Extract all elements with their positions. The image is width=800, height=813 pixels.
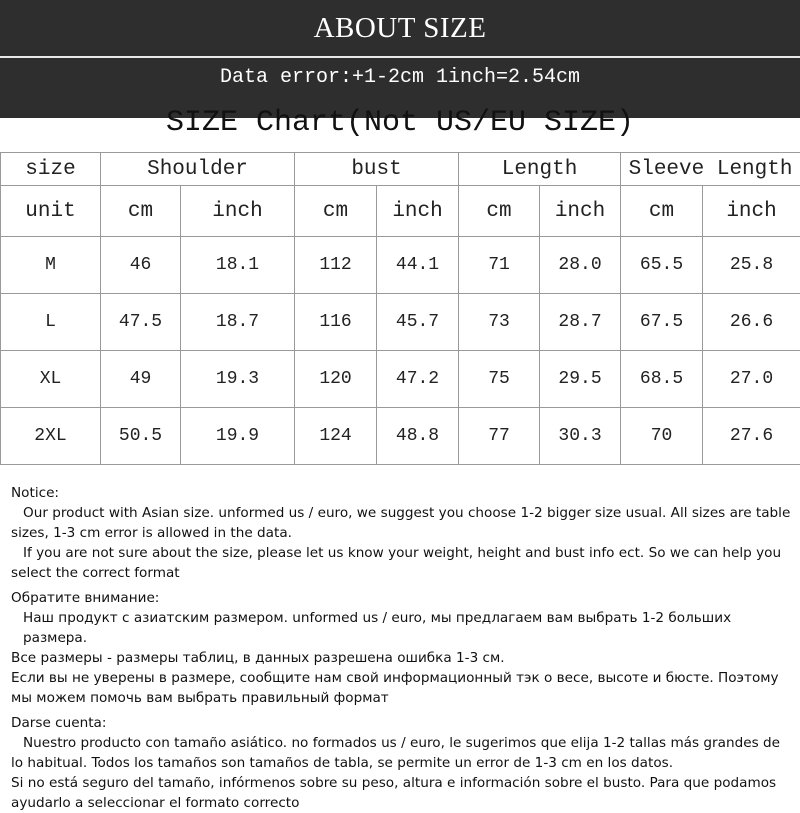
table-cell: 26.6 [703,294,800,351]
table-cell: 70 [621,408,703,465]
table-cell: 73 [459,294,540,351]
header-cell: Shoulder [101,153,295,186]
table-cell: 46 [101,237,181,294]
header-subtitle: Data error:+1-2cm 1inch=2.54cm [0,66,800,89]
notes-section [11,483,796,813]
table-cell: 68.5 [621,351,703,408]
notice-heading: Notice: [11,483,796,503]
table-cell: 50.5 [101,408,181,465]
notice-line: sizes, 1-3 cm error is allowed in the data. [11,523,796,543]
notice-line: select the correct format [11,563,796,583]
notice-heading: Обратите внимание: [11,588,796,608]
notice-heading: Darse cuenta: [11,713,796,733]
table-cell: 47.2 [377,351,459,408]
unit-cell: inch [703,186,800,237]
table-cell: 28.0 [540,237,621,294]
table-header-row [1,153,800,186]
table-cell: 19.9 [181,408,295,465]
unit-cell: cm [295,186,377,237]
table-cell: 71 [459,237,540,294]
header-cell: Sleeve Length [621,153,800,186]
size-cell: M [1,237,101,294]
table-cell: 29.5 [540,351,621,408]
table-cell: 27.6 [703,408,800,465]
notice-line: ayudarlo a seleccionar el formato correcto [11,793,796,813]
unit-cell: inch [540,186,621,237]
chart-title: SIZE Chart(Not US/EU SIZE) [0,106,800,140]
table-cell: 65.5 [621,237,703,294]
table-cell: 49 [101,351,181,408]
table-row [1,408,800,465]
size-cell: 2XL [1,408,101,465]
table-row [1,294,800,351]
unit-cell: inch [181,186,295,237]
notice-line: Наш продукт с азиатским размером. unformed us / euro, мы предлагаем вам выбрать 1-2 больших размера. [11,608,796,648]
size-cell: L [1,294,101,351]
notice-line: Si no está seguro del tamaño, infórmenos sobre su peso, altura e información sobre el busto. Para que podamos [11,773,796,793]
notice-line: Все размеры - размеры таблиц, в данных разрешена ошибка 1-3 см. [11,648,796,668]
table-cell: 120 [295,351,377,408]
table-cell: 25.8 [703,237,800,294]
table-cell: 47.5 [101,294,181,351]
notice-line: Nuestro producto con tamaño asiático. no formados us / euro, le sugerimos que elija 1-2 tallas más grandes de [11,733,796,753]
table-cell: 67.5 [621,294,703,351]
unit-cell: cm [621,186,703,237]
table-cell: 18.7 [181,294,295,351]
table-cell: 75 [459,351,540,408]
table-cell: 48.8 [377,408,459,465]
notice-line: lo habitual. Todos los tamaños son tamaños de tabla, se permite un error de 1-3 cm en los datos. [11,753,796,773]
table-cell: 30.3 [540,408,621,465]
header-cell: Length [459,153,621,186]
header-banner [0,0,800,118]
unit-cell: unit [1,186,101,237]
table-cell: 18.1 [181,237,295,294]
table-cell: 112 [295,237,377,294]
table-cell: 116 [295,294,377,351]
table-cell: 124 [295,408,377,465]
size-cell: XL [1,351,101,408]
notice-russian [11,588,796,708]
table-cell: 27.0 [703,351,800,408]
notice-english [11,483,796,583]
unit-cell: inch [377,186,459,237]
notice-line: Our product with Asian size. unformed us / euro, we suggest you choose 1-2 bigger size usual. All sizes are table [11,503,796,523]
header-divider [0,56,800,58]
page-title: ABOUT SIZE [0,12,800,45]
table-cell: 28.7 [540,294,621,351]
header-cell: size [1,153,101,186]
notice-line: Если вы не уверены в размере, сообщите нам свой информационный тэк о весе, высоте и бюсте. Поэтому [11,668,796,688]
notice-line: If you are not sure about the size, please let us know your weight, height and bust info ect. So we can help you [11,543,796,563]
size-table [0,152,800,465]
header-cell: bust [295,153,459,186]
table-cell: 44.1 [377,237,459,294]
table-row [1,237,800,294]
notice-line: мы можем помочь вам выбрать правильный формат [11,688,796,708]
table-cell: 77 [459,408,540,465]
notice-spanish [11,713,796,813]
table-cell: 45.7 [377,294,459,351]
unit-cell: cm [101,186,181,237]
table-cell: 19.3 [181,351,295,408]
table-row [1,351,800,408]
unit-cell: cm [459,186,540,237]
table-unit-row [1,186,800,237]
